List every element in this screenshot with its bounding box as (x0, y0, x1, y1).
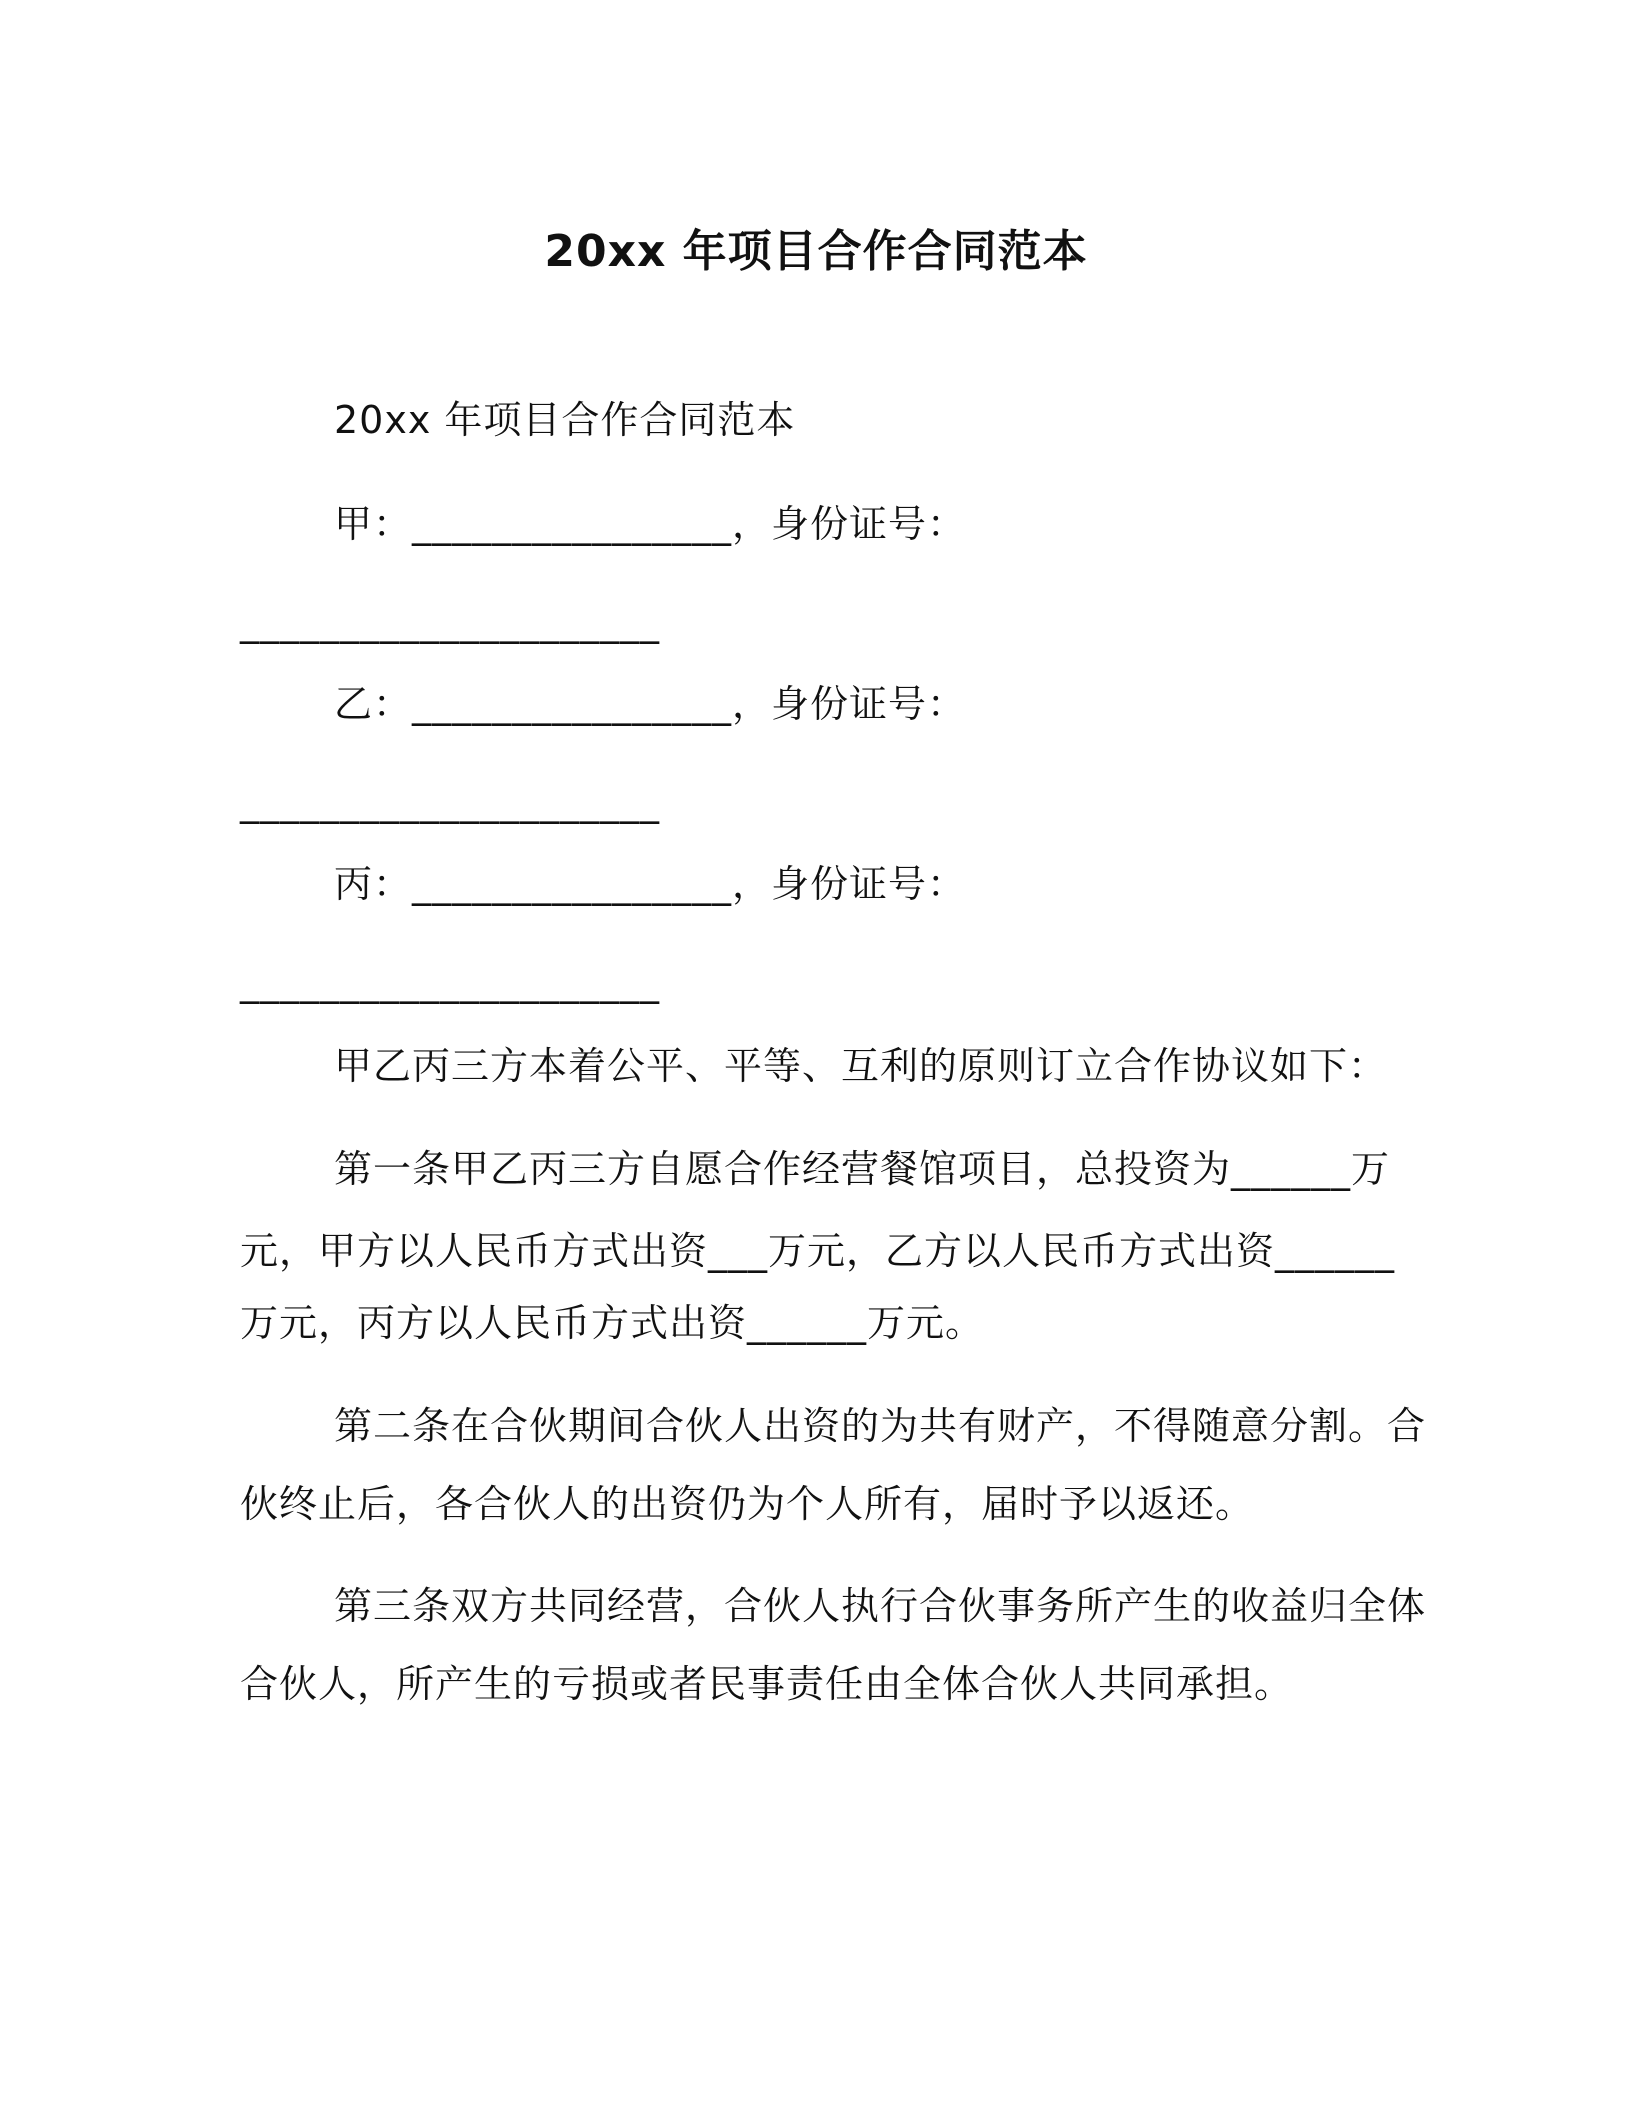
article-2-line-1: 第二条在合伙期间合伙人出资的为共有财产，不得随意分割。合 (334, 1404, 1427, 1448)
document-subtitle: 20xx 年项目合作合同范本 (334, 398, 796, 442)
party-b-id-blank: _____________________ (240, 780, 660, 824)
article-1-line-3: 万元，丙方以人民币方式出资______万元。 (240, 1301, 985, 1345)
party-b-line: 乙：________________，身份证号： (334, 682, 967, 726)
document-title: 20xx 年项目合作合同范本 (544, 226, 1088, 277)
party-c-id-blank: _____________________ (240, 960, 660, 1004)
party-a-id-blank: _____________________ (240, 600, 660, 644)
article-3-line-2: 合伙人，所产生的亏损或者民事责任由全体合伙人共同承担。 (240, 1662, 1294, 1706)
article-3-line-1: 第三条双方共同经营，合伙人执行合伙事务所产生的收益归全体 (334, 1584, 1427, 1628)
party-c-line: 丙：________________，身份证号： (334, 862, 967, 906)
article-2-line-2: 伙终止后，各合伙人的出资仍为个人所有，届时予以返还。 (240, 1482, 1255, 1526)
article-1-line-1: 第一条甲乙丙三方自愿合作经营餐馆项目，总投资为______万 (334, 1147, 1391, 1191)
party-a-line: 甲：________________，身份证号： (334, 502, 967, 546)
article-1-line-2: 元，甲方以人民币方式出资___万元，乙方以人民币方式出资______ (240, 1229, 1396, 1273)
preamble-paragraph: 甲乙丙三方本着公平、平等、互利的原则订立合作协议如下： (334, 1044, 1388, 1088)
